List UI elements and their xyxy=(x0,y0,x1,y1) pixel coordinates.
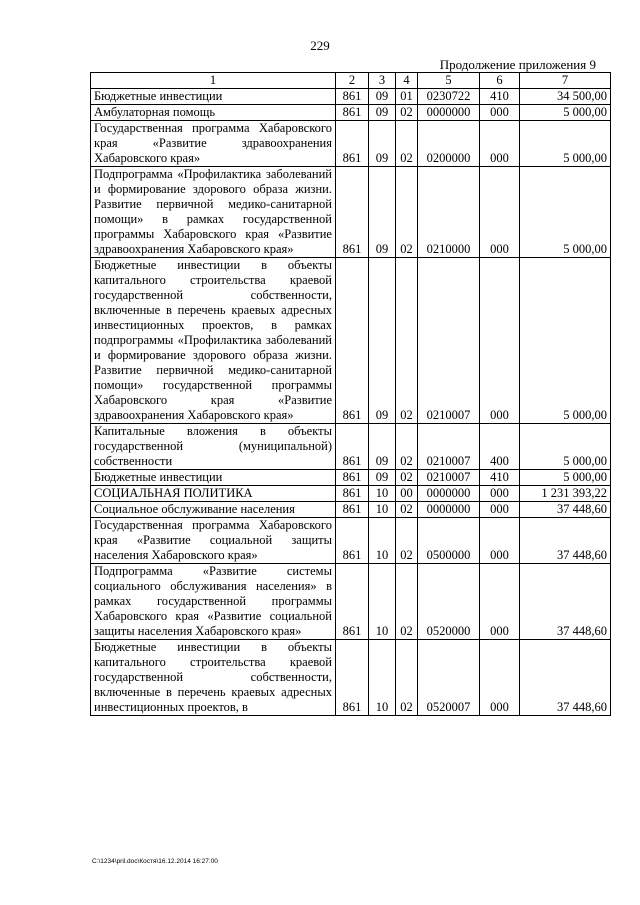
row-target-code: 0000000 xyxy=(418,105,480,121)
row-expense-type-code: 410 xyxy=(480,470,520,486)
row-target-code: 0000000 xyxy=(418,502,480,518)
row-target-code: 0200000 xyxy=(418,121,480,167)
row-subsection-code: 02 xyxy=(396,564,418,640)
table-row xyxy=(91,640,611,716)
row-expense-type-code: 400 xyxy=(480,424,520,470)
table-body xyxy=(91,89,611,716)
row-ministry-code: 861 xyxy=(336,502,369,518)
row-subsection-code: 00 xyxy=(396,486,418,502)
row-subsection-code: 02 xyxy=(396,518,418,564)
row-name-cell: Социальное обслуживание населения xyxy=(91,502,336,518)
row-section-code: 10 xyxy=(369,518,396,564)
row-section-code: 09 xyxy=(369,167,396,258)
row-section-code: 09 xyxy=(369,470,396,486)
row-amount: 5 000,00 xyxy=(520,105,611,121)
row-name-cell: Бюджетные инвестиции в объекты капитального строительства краевой государственной собственности, включенные в перечень краевых адресных инвестиционных проектов, в xyxy=(91,640,336,716)
table-row xyxy=(91,167,611,258)
row-amount: 37 448,60 xyxy=(520,564,611,640)
row-amount: 5 000,00 xyxy=(520,424,611,470)
row-expense-type-code: 000 xyxy=(480,167,520,258)
row-name-cell: Бюджетные инвестиции xyxy=(91,89,336,105)
row-subsection-code: 02 xyxy=(396,640,418,716)
table-row xyxy=(91,564,611,640)
table-row xyxy=(91,470,611,486)
row-ministry-code: 861 xyxy=(336,167,369,258)
row-expense-type-code: 410 xyxy=(480,89,520,105)
row-expense-type-code: 000 xyxy=(480,258,520,424)
row-amount: 5 000,00 xyxy=(520,470,611,486)
row-section-code: 10 xyxy=(369,640,396,716)
row-subsection-code: 02 xyxy=(396,470,418,486)
row-target-code: 0000000 xyxy=(418,486,480,502)
row-expense-type-code: 000 xyxy=(480,518,520,564)
row-target-code: 0210007 xyxy=(418,470,480,486)
row-target-code: 0520007 xyxy=(418,640,480,716)
row-ministry-code: 861 xyxy=(336,105,369,121)
file-path-footer: C:\1234\pril.doc\Костя\16.12.2014 16:27:00 xyxy=(92,858,218,865)
row-target-code: 0520000 xyxy=(418,564,480,640)
row-name-cell: Капитальные вложения в объекты государственной (муниципальной) собственности xyxy=(91,424,336,470)
row-subsection-code: 02 xyxy=(396,167,418,258)
row-name-cell: Подпрограмма «Профилактика заболеваний и формирование здорового образа жизни. Развитие первичной медико-санитарной помощи» в рамках государственной программы Хабаровского края «Развитие здравоохранения Хабаровского края» xyxy=(91,167,336,258)
row-subsection-code: 02 xyxy=(396,258,418,424)
row-expense-type-code: 000 xyxy=(480,640,520,716)
row-ministry-code: 861 xyxy=(336,258,369,424)
row-subsection-code: 02 xyxy=(396,502,418,518)
row-amount: 5 000,00 xyxy=(520,258,611,424)
row-expense-type-code: 000 xyxy=(480,502,520,518)
row-section-code: 09 xyxy=(369,89,396,105)
row-subsection-code: 02 xyxy=(396,424,418,470)
row-name-cell: Подпрограмма «Развитие системы социального обслуживания населения» в рамках государственной программы Хабаровского края «Развитие социальной защиты населения Хабаровского края» xyxy=(91,564,336,640)
row-amount: 37 448,60 xyxy=(520,502,611,518)
row-ministry-code: 861 xyxy=(336,424,369,470)
header-col-5: 5 xyxy=(418,73,480,89)
table-row xyxy=(91,486,611,502)
row-target-code: 0210000 xyxy=(418,167,480,258)
row-expense-type-code: 000 xyxy=(480,121,520,167)
continuation-label: Продолжение приложения 9 xyxy=(439,57,596,72)
row-target-code: 0500000 xyxy=(418,518,480,564)
row-name-cell: Государственная программа Хабаровского края «Развитие социальной защиты населения Хабаровского края» xyxy=(91,518,336,564)
row-section-code: 09 xyxy=(369,105,396,121)
row-name-cell: Государственная программа Хабаровского края «Развитие здравоохранения Хабаровского края» xyxy=(91,121,336,167)
row-subsection-code: 02 xyxy=(396,105,418,121)
row-subsection-code: 02 xyxy=(396,121,418,167)
row-amount: 37 448,60 xyxy=(520,518,611,564)
header-col-4: 4 xyxy=(396,73,418,89)
header-col-7: 7 xyxy=(520,73,611,89)
row-ministry-code: 861 xyxy=(336,564,369,640)
table-row xyxy=(91,502,611,518)
header-col-3: 3 xyxy=(369,73,396,89)
budget-table xyxy=(90,72,611,716)
row-ministry-code: 861 xyxy=(336,121,369,167)
row-amount: 5 000,00 xyxy=(520,167,611,258)
row-expense-type-code: 000 xyxy=(480,486,520,502)
table-header-row xyxy=(91,73,611,89)
row-section-code: 10 xyxy=(369,486,396,502)
header-col-2: 2 xyxy=(336,73,369,89)
row-ministry-code: 861 xyxy=(336,486,369,502)
table-row xyxy=(91,258,611,424)
table-row xyxy=(91,518,611,564)
row-section-code: 09 xyxy=(369,424,396,470)
row-section-code: 10 xyxy=(369,502,396,518)
row-ministry-code: 861 xyxy=(336,89,369,105)
row-ministry-code: 861 xyxy=(336,518,369,564)
page-number: 229 xyxy=(310,38,330,53)
row-subsection-code: 01 xyxy=(396,89,418,105)
row-amount: 34 500,00 xyxy=(520,89,611,105)
table-row xyxy=(91,89,611,105)
row-amount: 37 448,60 xyxy=(520,640,611,716)
row-expense-type-code: 000 xyxy=(480,105,520,121)
row-name-cell: Бюджетные инвестиции в объекты капитального строительства краевой государственной собственности, включенные в перечень краевых адресных инвестиционных проектов, в рамках подпрограммы «Профилактика заболеваний и формирование здорового образа жизни. Развитие первичной медико-санитарной помощи» государственной программы Хабаровского края «Развитие здравоохранения Хабаровского края» xyxy=(91,258,336,424)
row-amount: 1 231 393,22 xyxy=(520,486,611,502)
table-row xyxy=(91,424,611,470)
row-ministry-code: 861 xyxy=(336,640,369,716)
row-target-code: 0230722 xyxy=(418,89,480,105)
header-col-6: 6 xyxy=(480,73,520,89)
row-ministry-code: 861 xyxy=(336,470,369,486)
header-col-1: 1 xyxy=(91,73,336,89)
row-name-cell: Бюджетные инвестиции xyxy=(91,470,336,486)
row-target-code: 0210007 xyxy=(418,424,480,470)
row-name-cell: СОЦИАЛЬНАЯ ПОЛИТИКА xyxy=(91,486,336,502)
row-section-code: 10 xyxy=(369,564,396,640)
row-section-code: 09 xyxy=(369,121,396,167)
row-expense-type-code: 000 xyxy=(480,564,520,640)
row-amount: 5 000,00 xyxy=(520,121,611,167)
table-row xyxy=(91,121,611,167)
row-name-cell: Амбулаторная помощь xyxy=(91,105,336,121)
row-target-code: 0210007 xyxy=(418,258,480,424)
table-row xyxy=(91,105,611,121)
row-section-code: 09 xyxy=(369,258,396,424)
